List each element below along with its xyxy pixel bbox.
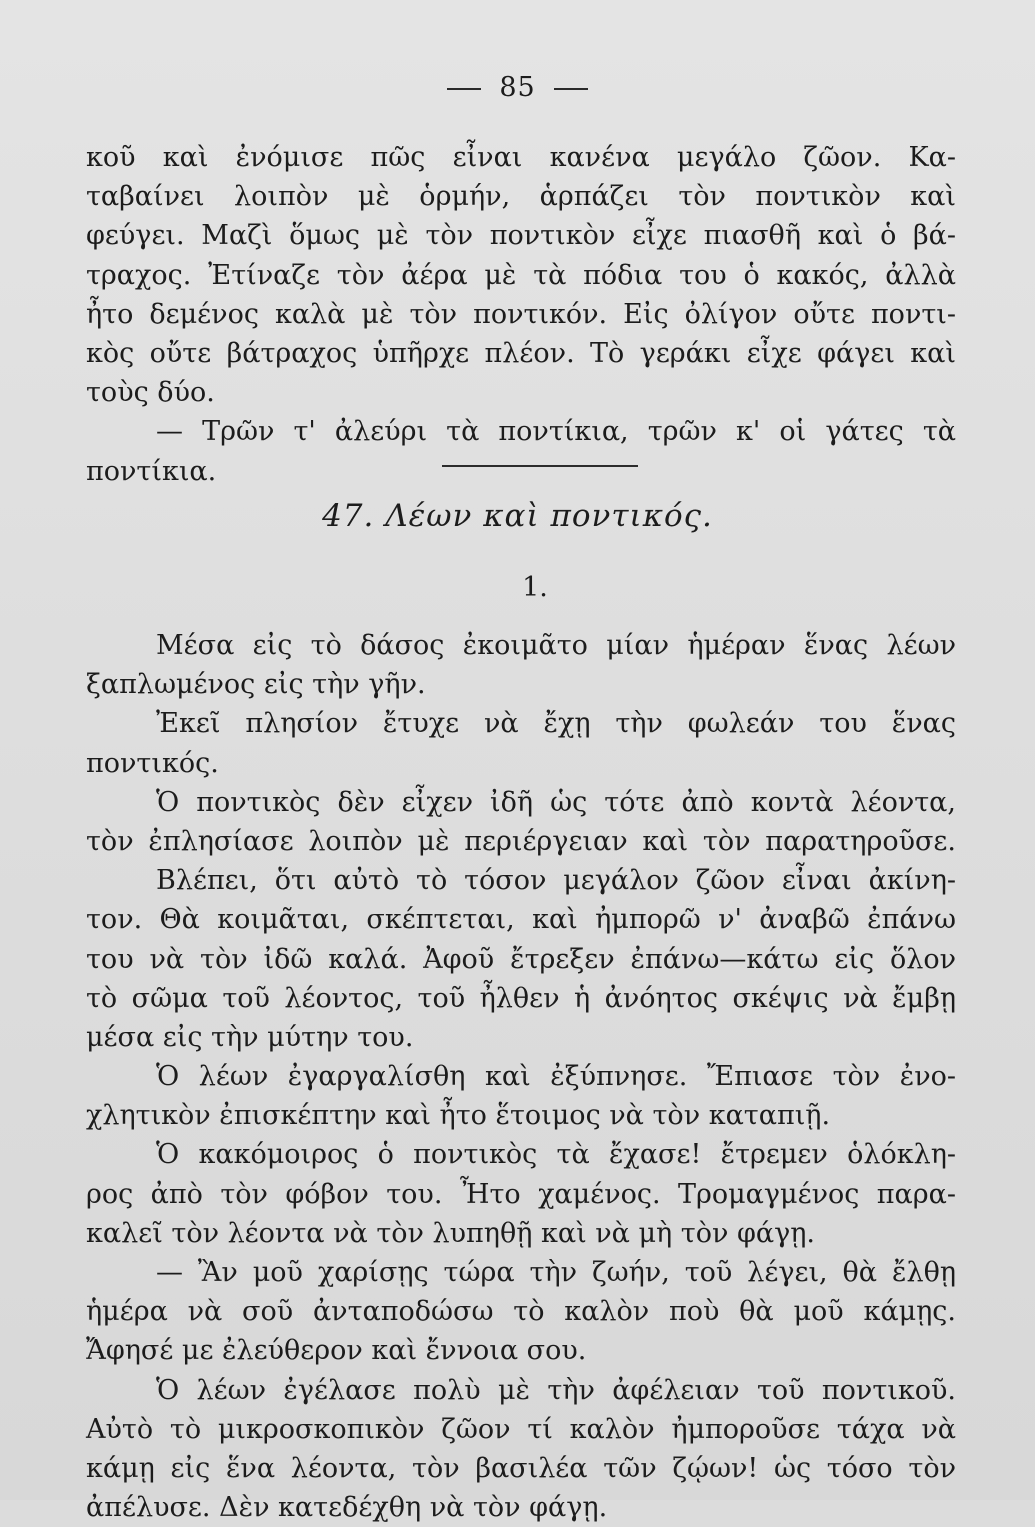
text-line: κοῦ καὶ ἐνόμισε πῶς εἶναι κανένα μεγάλο ζῶον. Κα-	[86, 142, 956, 173]
text-line: Ἄφησέ με ἐλεύθερον καὶ ἔννοια σου.	[86, 1335, 587, 1367]
text-line: τον. Θὰ κοιμᾶται, σκέπτεται, καὶ ἠμπορῶ ν' ἀναβῶ ἐπάνω	[86, 904, 956, 936]
text-line: καλεῖ τὸν λέοντα νὰ τὸν λυπηθῇ καὶ νὰ μὴ τὸν φάγῃ.	[86, 1217, 815, 1249]
page-number	[0, 72, 1035, 103]
text-line: τὸν ἐπλησίασε λοιπὸν μὲ περιέργειαν καὶ τὸν παρατηροῦσε.	[86, 825, 956, 857]
text-line: ταβαίνει λοιπὸν μὲ ὁρμήν, ἁρπάζει τὸν ποντικὸν καὶ	[86, 181, 956, 213]
fable-body	[86, 626, 956, 1527]
text-line: τραχος. Ἐτίναζε τὸν ἀέρα μὲ τὰ πόδια του ὁ κακός, ἀλλὰ	[86, 259, 956, 291]
text-line: του νὰ τὸν ἰδῶ καλά. Ἀφοῦ ἔτρεξεν ἐπάνω—κάτω εἰς ὅλον	[86, 943, 956, 975]
text-line: Ὁ λέων ἐγαργαλίσθη καὶ ἐξύπνησε. Ἔπιασε τὸν ἐνο-	[156, 1061, 956, 1093]
text-line: ποντικός.	[86, 747, 219, 779]
text-line: Ὁ ποντικὸς δὲν εἶχεν ἰδῆ ὡς τότε ἀπὸ κοντὰ λέοντα,	[156, 786, 956, 818]
text-line: Αὐτὸ τὸ μικροσκοπικὸν ζῶον τί καλὸν ἠμποροῦσε τάχα νὰ	[86, 1413, 956, 1445]
text-line: χλητικὸν ἐπισκέπτην καὶ ἦτο ἕτοιμος νὰ τὸν καταπιῇ.	[86, 1100, 831, 1132]
page-number-value: 85	[499, 72, 536, 103]
fable-title: 47. Λέων καὶ ποντικός.	[322, 498, 713, 534]
text-line: ρος ἀπὸ τὸν φόβον του. Ἦτο χαμένος. Τρομαγμένος παρα-	[86, 1178, 956, 1210]
text-line: ποντίκια.	[86, 455, 217, 487]
text-line: τοὺς δύο.	[86, 377, 215, 409]
text-line: ἦτο δεμένος καλὰ μὲ τὸν ποντικόν. Εἰς ὀλίγον οὔτε ποντι-	[86, 298, 956, 330]
text-line: Μέσα εἰς τὸ δάσος ἐκοιμᾶτο μίαν ἡμέραν ἕνας λέων	[156, 630, 956, 661]
text-line: — Ἂν μοῦ χαρίσῃς τώρα τὴν ζωήν, τοῦ λέγει, θὰ ἔλθῃ	[156, 1257, 956, 1288]
text-line: Ἐκεῖ πλησίον ἔτυχε νὰ ἔχῃ τὴν φωλεάν του ἕνας	[156, 708, 956, 740]
text-line: Βλέπει, ὅτι αὐτὸ τὸ τόσον μεγάλον ζῶον εἶναι ἀκίνη-	[156, 865, 956, 897]
section-number: 1.	[522, 572, 548, 603]
text-line: φεύγει. Μαζὶ ὅμως μὲ τὸν ποντικὸν εἶχε πιασθῆ καὶ ὁ βά-	[86, 220, 956, 252]
text-line: κάμῃ εἰς ἕνα λέοντα, τὸν βασιλέα τῶν ζῴων! ὡς τόσο τὸν	[86, 1452, 956, 1484]
section-divider	[442, 465, 638, 467]
text-line: — Τρῶν τ' ἀλεύρι τὰ ποντίκια, τρῶν κ' οἱ γάτες τὰ	[156, 416, 956, 448]
text-line: ξαπλωμένος εἰς τὴν γῆν.	[86, 669, 426, 701]
page-number-dash-left	[447, 88, 481, 90]
text-line: μέσα εἰς τὴν μύτην του.	[86, 1021, 414, 1053]
text-line: κὸς οὔτε βάτραχος ὑπῆρχε πλέον. Τὸ γεράκι εἶχε φάγει καὶ	[86, 337, 956, 369]
top-paragraph	[86, 138, 956, 491]
text-line: ἡμέρα νὰ σοῦ ἀνταποδώσω τὸ καλὸν ποὺ θὰ μοῦ κάμῃς.	[86, 1296, 956, 1328]
text-line: ἀπέλυσε. Δὲν κατεδέχθη νὰ τὸν φάγῃ.	[86, 1492, 608, 1524]
text-line: Ὁ κακόμοιρος ὁ ποντικὸς τὰ ἔχασε! ἔτρεμεν ὁλόκλη-	[156, 1139, 956, 1171]
page-number-dash-right	[554, 88, 588, 90]
text-line: Ὁ λέων ἐγέλασε πολὺ μὲ τὴν ἀφέλειαν τοῦ ποντικοῦ.	[156, 1374, 956, 1406]
text-line: τὸ σῶμα τοῦ λέοντος, τοῦ ἦλθεν ἡ ἀνόητος σκέψις νὰ ἔμβῃ	[86, 982, 956, 1014]
